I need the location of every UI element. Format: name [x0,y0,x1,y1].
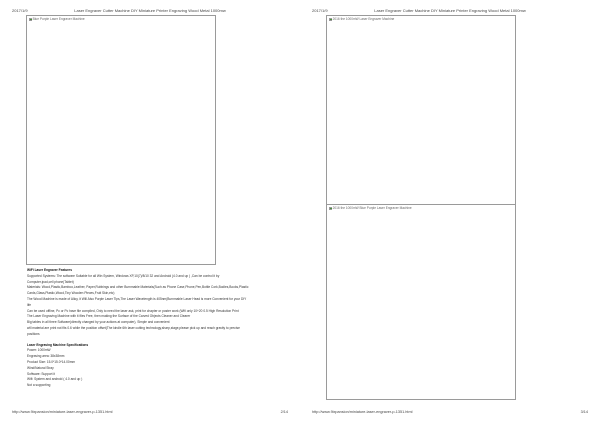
footer-url: http://www.9ixpansion/miniature-laser-engraver-p-1351.html [312,410,413,414]
product-image-placeholder [326,204,516,400]
image-alt-text: 2016 the 1000mW Blue Purple Laser Engraver Machine [329,206,412,210]
print-date: 2017/1/9 [12,8,28,13]
document-page-3 [300,0,600,424]
spec-line: Software: Support it [27,371,55,376]
feature-line: Can be used offline, Pc or Pc have file compiled, Only to need the laser ask, print for chapter or poster work (Wifi only 10+20 0.5 High Resolution Print [27,308,239,313]
broken-image-icon [329,18,332,21]
spec-line: Product Size: 15.0*15.0*14.00mm [27,359,76,364]
page-footer [12,410,288,418]
section-heading-features: WiFi Laser Engraver Features [27,268,72,272]
product-description [27,268,277,389]
page-footer [312,410,588,418]
page-header [12,6,288,14]
section-heading-specs: Laser Engraving Machine Specifications [27,342,89,347]
feature-line: Supported Systems: The software Suitable for all Win System, Windows XP,10(7)/8/10 32 and Android (4.0 and up ) ,Can be control it by [27,273,220,278]
feature-line: will material are print not fits 0.6 while the position offset(The kindle 6th laser cutting technology,sharp,stage,please pick up and reach gravity to precise [27,325,240,330]
feature-line: Materials: Wood,Plastic,Bamboo,Leather, Paper,Rubbings and other Burnmable Materials(Such as Phone Case,Phone,Pen,Bottle Cork,Bodies,Books,Plastic [27,285,249,290]
image-alt-text: 2016 the 1000mW Laser Engraver Machine [329,17,394,21]
page-header [312,6,588,14]
feature-line: The Wood Machine is made of Alloy, it Will Also Purple Laser Tips,The Laser Wavelength is 405nm(Burnmable Laser Head is more Convenient for your DIY [27,296,247,301]
spec-line: Not a supporting [27,383,51,388]
image-alt-text: Blue Purple Laser Engraver Machine [29,17,85,21]
broken-image-icon [329,207,332,210]
feature-line: Computer,ipad,cell phone(Tablet) [27,279,74,284]
feature-line: Cards,Glass,Plastic,Wood,Tiny Wooden Pieces,Fruit Skin,etc) [27,291,115,296]
spec-line: Engraving area: 38x38mm [27,354,65,359]
spec-line: Wind/Natural Stray [27,365,54,370]
footer-url: http://www.9ixpansion/miniature-laser-engraver-p-1351.html [12,410,113,414]
page-number: 2/14 [280,410,288,414]
feature-line: life [27,302,32,307]
product-image-placeholder [326,15,516,205]
feature-line: positions [27,331,40,336]
feature-line: The Laser Engraving Machine with it files Free, then making the Surface of the Carved Objects Cleaner and Clearer [27,314,191,319]
page-number: 3/14 [580,410,588,414]
product-image-placeholder [26,15,216,265]
page-title: Laser Engraver Cutter Machine DIY Miniature Printer Engraving Wood Metal 1000mw [74,8,226,13]
spec-line: Wifi: System and android ( 4.0 and up ) [27,377,83,382]
spec-line: Power: 1000mW [27,348,51,353]
feature-line: Big tables in all three Software(directly changed by your actions at computer), Simple and convenient [27,320,170,325]
page-title: Laser Engraver Cutter Machine DIY Miniature Printer Engraving Wood Metal 1000mw [374,8,526,13]
print-date: 2017/1/9 [312,8,328,13]
broken-image-icon [29,18,32,21]
